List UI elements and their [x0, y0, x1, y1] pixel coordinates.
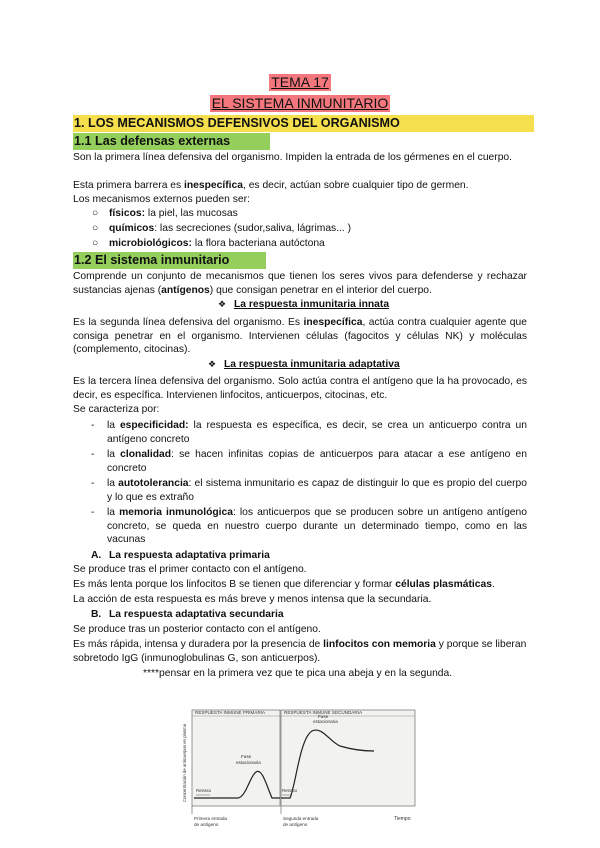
- trait-autotolerancia: la autotolerancia: el sistema inmunitario es capaz de distinguir lo que es propio del cuerpo y lo que es extraño: [107, 478, 527, 503]
- fase-label-1: Fase: [241, 754, 252, 759]
- subheading-secundaria: La respuesta adaptativa secundaria: [109, 609, 284, 620]
- fase-label-2: Fase: [318, 714, 329, 719]
- fase-label-2b: estacionaria: [313, 719, 338, 724]
- note-abeja: ****pensar en la primera vez que te pica una abeja y en la segunda.: [143, 668, 453, 679]
- list-item-quimicos: químicos: las secreciones (sudor,saliva, lágrimas... ): [109, 223, 352, 234]
- list-item-microbiologicos: microbiológicos: la flora bacteriana autóctona: [109, 238, 325, 249]
- secundaria-line-1: Se produce tras un posterior contacto con el antígeno.: [73, 624, 321, 635]
- antibody-response-diagram: [178, 702, 422, 832]
- paragraph-inespecifica: Esta primera barrera es inespecífica, es decir, actúan sobre cualquier tipo de germen.: [73, 180, 469, 191]
- x-label-tiempo: Tiempo: [394, 816, 411, 822]
- primaria-line-3: La acción de esta respuesta es más breve y menos intensa que la secundaria.: [73, 594, 432, 605]
- primaria-line-1: Se produce tras el primer contacto con el antígeno.: [73, 564, 307, 575]
- subheading-primaria: La respuesta adaptativa primaria: [109, 550, 270, 561]
- heading-sistema-inmunitario: 1.2 El sistema inmunitario: [73, 252, 266, 269]
- letter-a: A.: [91, 550, 102, 561]
- label-secondary-response: RESPUESTA INMUNE SECUNDARIA: [284, 710, 363, 715]
- paragraph-adaptativa: Es la tercera línea defensiva del organismo. Solo actúa contra el antígeno que la ha provocado, es decir, es específica. Intervienen linfocitos, anticuerpos, citocinas, etc.: [73, 376, 527, 401]
- bullet-icon: ○: [92, 223, 99, 234]
- heading-mecanismos: 1. LOS MECANISMOS DEFENSIVOS DEL ORGANISMO: [73, 115, 534, 132]
- letter-b: B.: [91, 609, 102, 620]
- retraso-label-2: Retraso: [282, 788, 298, 793]
- title-line-2: [0, 95, 600, 113]
- paragraph-sistema-def: Comprende un conjunto de mecanismos que tienen los seres vivos para defenderse y rechazar sustancias ajenas (antígenos) que consigan penetrar en el interior del cuerpo.: [73, 271, 527, 296]
- fase-label-1b: estacionaria: [236, 760, 261, 765]
- y-axis-label: Concentración de anticuerpos en plasma: [182, 723, 187, 802]
- diamond-bullet-icon: ❖: [208, 359, 217, 369]
- x-label-primera-entrada: Primera entrada: [194, 816, 227, 821]
- trait-clonalidad: la clonalidad: se hacen infinitas copias de anticuerpos para atacar a ese antígeno en concreto: [107, 449, 527, 474]
- primaria-line-2: Es más lenta porque los linfocitos B se tienen que diferenciar y formar células plasmáticas.: [73, 579, 495, 590]
- paragraph-mecanismos-intro: Los mecanismos externos pueden ser:: [73, 194, 250, 205]
- paragraph-innata: Es la segunda línea defensiva del organismo. Es inespecífica, actúa contra cualquier agente que consiga penetrar en el organismo. Intervienen células (fagocitos y células NK) y moléculas (complemento, citocinas).: [73, 317, 527, 355]
- panel-secondary: [281, 710, 415, 806]
- heading-defensas-externas: 1.1 Las defensas externas: [73, 133, 270, 150]
- trait-especificidad: la especificidad: la respuesta es específica, es decir, se crea un anticuerpo contra un antígeno concreto: [107, 420, 527, 445]
- subheading-innata: La respuesta inmunitaria innata: [234, 299, 390, 310]
- bullet-icon: ○: [92, 238, 99, 249]
- title-text: EL SISTEMA INMUNITARIO: [211, 95, 389, 111]
- dash-bullet: -: [91, 478, 95, 489]
- dash-bullet: -: [91, 449, 95, 460]
- bullet-icon: ○: [92, 208, 99, 219]
- paragraph-primera-linea: Son la primera línea defensiva del organismo. Impiden la entrada de los gérmenes en el cuerpo.: [73, 152, 513, 163]
- diamond-bullet-icon: ❖: [218, 299, 227, 309]
- secundaria-line-2: Es más rápida, intensa y duradera por la presencia de linfocitos con memoria y porque se liberan sobretodo IgG (inmunoglobulinas G, son anticuerpos).: [73, 639, 527, 664]
- trait-memoria: la memoria inmunológica: los anticuerpos que se producen sobre un antígeno antígeno concreto, se queda en nuestro cuerpo durante un determinado tiempo, como en las vacunas: [107, 507, 527, 545]
- title-line-1: [0, 74, 600, 92]
- dash-bullet: -: [91, 420, 95, 431]
- paragraph-caracteriza: Se caracteriza por:: [73, 404, 160, 415]
- dash-bullet: -: [91, 507, 95, 518]
- list-item-fisicos: físicos: la piel, las mucosas: [109, 208, 238, 219]
- label-primary-response: RESPUESTA INMUNE PRIMARIA: [195, 710, 266, 715]
- title-number: TEMA 17: [271, 74, 329, 90]
- retraso-label-1: Retraso: [196, 788, 212, 793]
- x-label-segunda-antigeno: de antígeno: [283, 822, 308, 827]
- antibody-response-figure: [178, 702, 422, 832]
- subheading-adaptativa: La respuesta inmunitaria adaptativa: [224, 359, 400, 370]
- x-label-segunda-entrada: Segunda entrada: [283, 816, 319, 821]
- x-label-primera-antigeno: de antígeno: [194, 822, 219, 827]
